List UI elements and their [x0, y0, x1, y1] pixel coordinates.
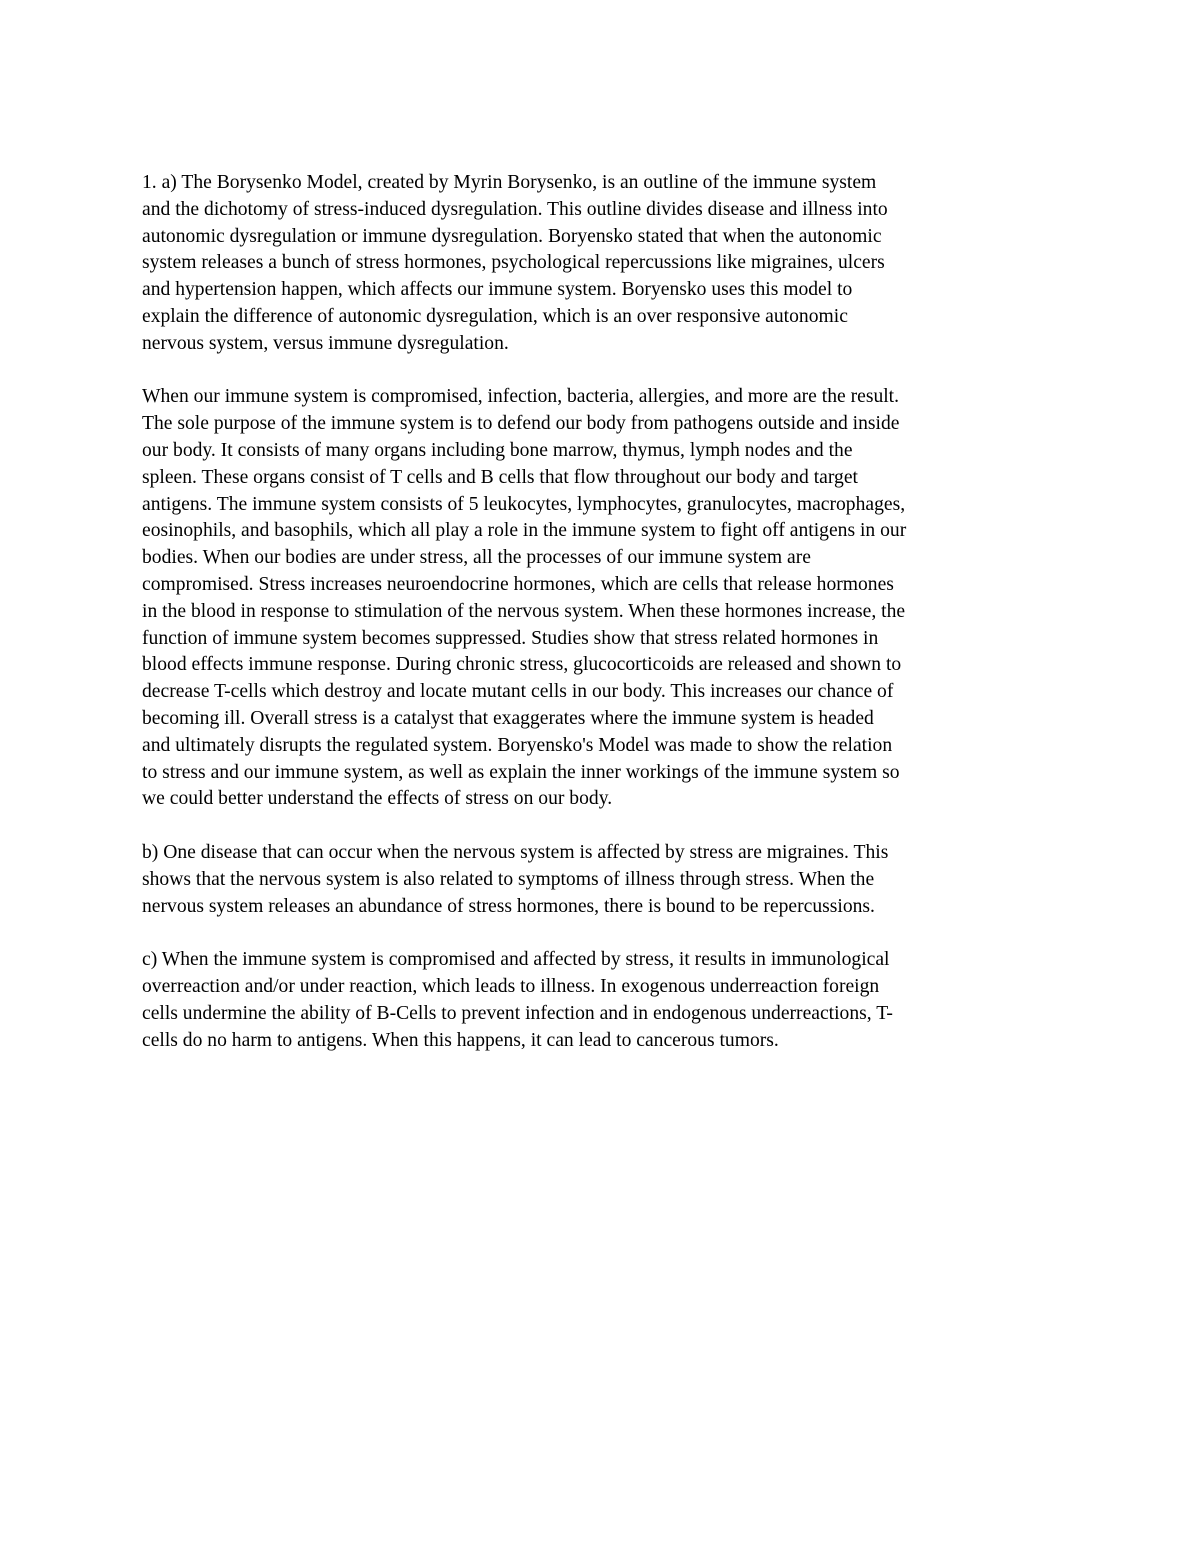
text-line: nervous system releases an abundance of stress hormones, there is bound to be repercussions.	[142, 895, 875, 917]
text-line: bodies. When our bodies are under stress, all the processes of our immune system are	[142, 547, 811, 569]
text-line: eosinophils, and basophils, which all play a role in the immune system to fight off antigens in our	[142, 520, 907, 542]
text-line: autonomic dysregulation or immune dysregulation. Boryensko stated that when the autonomic	[142, 225, 882, 247]
paragraph-q1c	[142, 947, 1062, 1054]
document-body	[142, 170, 1062, 1054]
text-line: explain the difference of autonomic dysregulation, which is an over responsive autonomic	[142, 305, 848, 327]
text-line: b) One disease that can occur when the nervous system is affected by stress are migraines. This	[142, 841, 889, 863]
text-line: function of immune system becomes suppressed. Studies show that stress related hormones in	[142, 627, 879, 649]
text-line: we could better understand the effects of stress on our body.	[142, 788, 613, 810]
text-line: decrease T-cells which destroy and locate mutant cells in our body. This increases our chance of	[142, 681, 894, 703]
text-line: nervous system, versus immune dysregulation.	[142, 332, 509, 354]
text-line: The sole purpose of the immune system is to defend our body from pathogens outside and inside	[142, 413, 900, 435]
text-line: and hypertension happen, which affects our immune system. Boryensko uses this model to	[142, 279, 853, 301]
text-line: in the blood in response to stimulation of the nervous system. When these hormones increase, the	[142, 600, 906, 622]
text-line: overreaction and/or under reaction, which leads to illness. In exogenous underreaction foreign	[142, 975, 880, 997]
text-line: antigens. The immune system consists of 5 leukocytes, lymphocytes, granulocytes, macrophages,	[142, 493, 906, 515]
text-line: cells undermine the ability of B-Cells to prevent infection and in endogenous underreactions, T-	[142, 1002, 893, 1024]
paragraph-q1b	[142, 840, 1062, 920]
text-line: and the dichotomy of stress-induced dysregulation. This outline divides disease and illness into	[142, 198, 888, 220]
text-line: When our immune system is compromised, infection, bacteria, allergies, and more are the result.	[142, 386, 900, 408]
text-line: 1. a) The Borysenko Model, created by Myrin Borysenko, is an outline of the immune system	[142, 172, 877, 193]
text-line: spleen. These organs consist of T cells and B cells that flow throughout our body and target	[142, 466, 858, 488]
text-line: becoming ill. Overall stress is a catalyst that exaggerates where the immune system is headed	[142, 707, 874, 729]
text-line: c) When the immune system is compromised and affected by stress, it results in immunological	[142, 949, 890, 971]
text-line: shows that the nervous system is also related to symptoms of illness through stress. When the	[142, 868, 875, 890]
text-line: compromised. Stress increases neuroendocrine hormones, which are cells that release hormones	[142, 573, 894, 595]
text-line: and ultimately disrupts the regulated system. Boryensko's Model was made to show the relation	[142, 734, 893, 756]
text-line: our body. It consists of many organs including bone marrow, thymus, lymph nodes and the	[142, 439, 853, 461]
paragraph-q1a	[142, 170, 1062, 358]
text-line: cells do no harm to antigens. When this happens, it can lead to cancerous tumors.	[142, 1029, 779, 1051]
text-line: system releases a bunch of stress hormones, psychological repercussions like migraines, ulcers	[142, 252, 885, 274]
paragraph-immune-system	[142, 384, 1062, 813]
text-line: blood effects immune response. During chronic stress, glucocorticoids are released and shown to	[142, 654, 902, 676]
text-line: to stress and our immune system, as well as explain the inner workings of the immune system so	[142, 761, 900, 783]
